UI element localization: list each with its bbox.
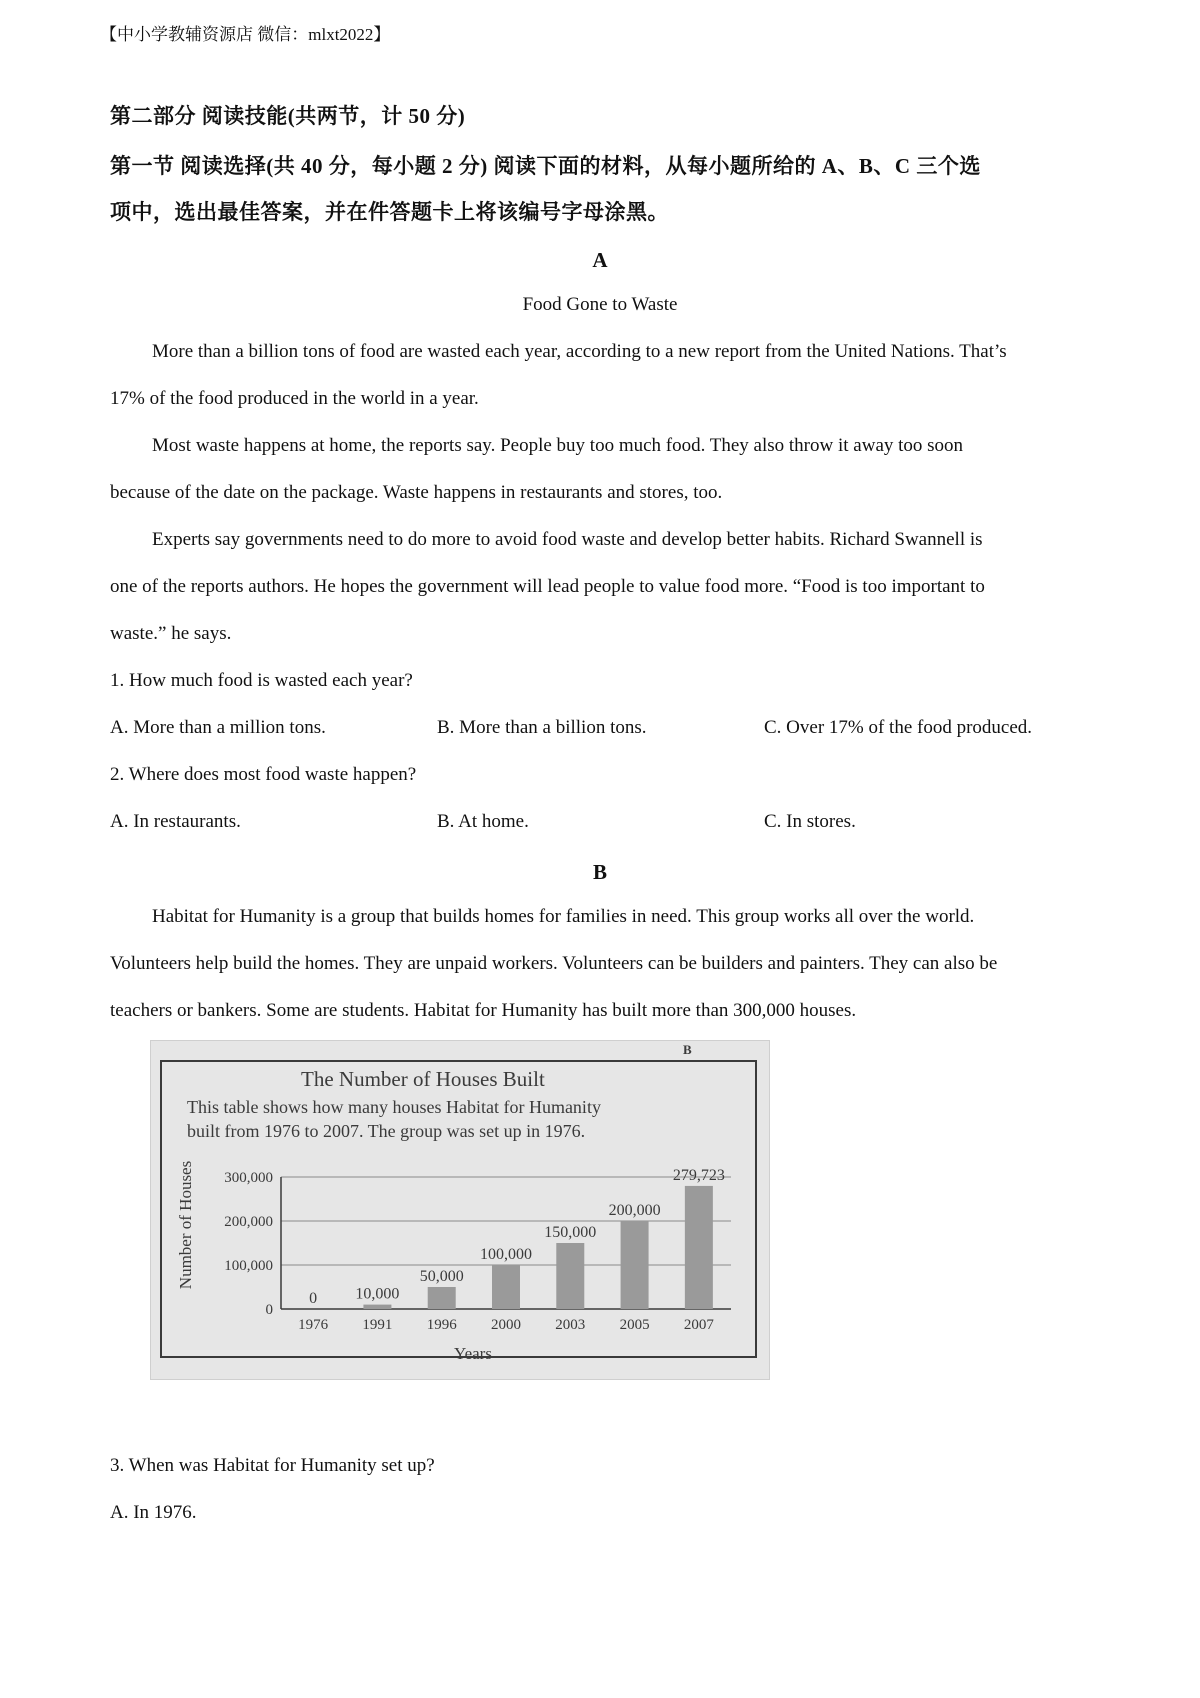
chart-data-label: 279,723 (672, 1166, 725, 1184)
question-1-option-a: A. More than a million tons. (110, 717, 326, 738)
passage-a-line: one of the reports authors. He hopes the government will lead people to value food more. “Food is too important to (110, 576, 985, 597)
passage-a-line: Most waste happens at home, the reports say. People buy too much food. They also throw it away too soon (152, 435, 964, 456)
chart-xtick-label: 1996 (426, 1317, 457, 1333)
chart-xtick-label: 2003 (555, 1317, 586, 1333)
passage-b-line: Habitat for Humanity is a group that builds homes for families in need. This group works all over the world. (152, 906, 975, 927)
chart-bar (685, 1186, 713, 1309)
chart-data-label: 150,000 (544, 1224, 597, 1241)
passage-a-title: Food Gone to Waste (522, 294, 678, 315)
chart-bar (363, 1305, 391, 1309)
chart-ylabel: Number of Houses (176, 1160, 195, 1290)
chart-bar (492, 1265, 520, 1309)
question-1-stem: 1. How much food is wasted each year? (110, 670, 413, 691)
chart-subtitle-line1: This table shows how many houses Habitat for Humanity (187, 1097, 601, 1117)
chart-xtick-label: 2000 (491, 1317, 521, 1333)
chart-data-label: 200,000 (608, 1202, 661, 1219)
watermark-header: 【中小学教辅资源店 微信：mlxt2022】 (100, 25, 391, 44)
chart-xtick-label: 2005 (619, 1317, 650, 1333)
chart-data-label: 50,000 (419, 1268, 464, 1285)
chart-corner-mark: B (683, 1042, 692, 1057)
chart-ytick-label: 100,000 (224, 1258, 273, 1274)
chart-xlabel: Years (454, 1344, 492, 1363)
houses-built-chart-image (150, 1040, 770, 1380)
question-1-option-c: C. Over 17% of the food produced. (764, 717, 1033, 738)
passage-a-line: Experts say governments need to do more to avoid food waste and develop better habits. Richard Swannell is (152, 529, 983, 550)
chart-ytick-label: 0 (265, 1302, 273, 1318)
question-2-option-b: B. At home. (437, 811, 529, 832)
question-3-option-a: A. In 1976. (110, 1502, 197, 1523)
section-heading: 第二部分 阅读技能(共两节，计 50 分) (110, 104, 466, 128)
question-1-option-b: B. More than a billion tons. (437, 717, 647, 738)
chart-bar (428, 1287, 456, 1309)
question-2-stem: 2. Where does most food waste happen? (110, 764, 417, 785)
chart-data-label: 10,000 (355, 1285, 400, 1303)
question-2-option-a: A. In restaurants. (110, 811, 241, 832)
chart-bar (556, 1243, 584, 1309)
passage-a-line: More than a billion tons of food are wasted each year, according to a new report from the United Nations. That’s (152, 341, 1007, 362)
section-subheading-line1: 第一节 阅读选择(共 40 分，每小题 2 分) 阅读下面的材料，从每小题所给的 A、B、C 三个选 (110, 154, 981, 178)
houses-built-chart (151, 1041, 769, 1379)
passage-a-line: 17% of the food produced in the world in a year. (110, 388, 479, 409)
chart-ytick-label: 200,000 (224, 1214, 273, 1230)
chart-title: The Number of Houses Built (301, 1067, 545, 1091)
chart-ytick-label: 300,000 (224, 1170, 273, 1186)
section-subheading-line2: 项中，选出最佳答案，并在件答题卡上将该编号字母涂黑。 (110, 200, 669, 224)
question-3-stem: 3. When was Habitat for Humanity set up? (110, 1455, 435, 1476)
passage-a-line: waste.” he says. (110, 623, 232, 644)
passage-b-letter: B (592, 860, 607, 884)
chart-subtitle-line2: built from 1976 to 2007. The group was set up in 1976. (187, 1121, 586, 1141)
chart-data-label: 0 (309, 1290, 318, 1307)
passage-a-line: because of the date on the package. Waste happens in restaurants and stores, too. (110, 482, 723, 503)
passage-b-line: Volunteers help build the homes. They are unpaid workers. Volunteers can be builders and painters. They can also be (110, 953, 998, 974)
passage-a-letter: A (592, 248, 608, 272)
passage-b-line: teachers or bankers. Some are students. Habitat for Humanity has built more than 300,000 houses. (110, 1000, 857, 1021)
chart-xtick-label: 1976 (298, 1317, 329, 1333)
chart-data-label: 100,000 (480, 1246, 532, 1263)
chart-bar (621, 1221, 649, 1309)
chart-xtick-label: 2007 (683, 1317, 714, 1333)
chart-xtick-label: 1991 (362, 1317, 393, 1333)
question-2-option-c: C. In stores. (764, 811, 856, 832)
